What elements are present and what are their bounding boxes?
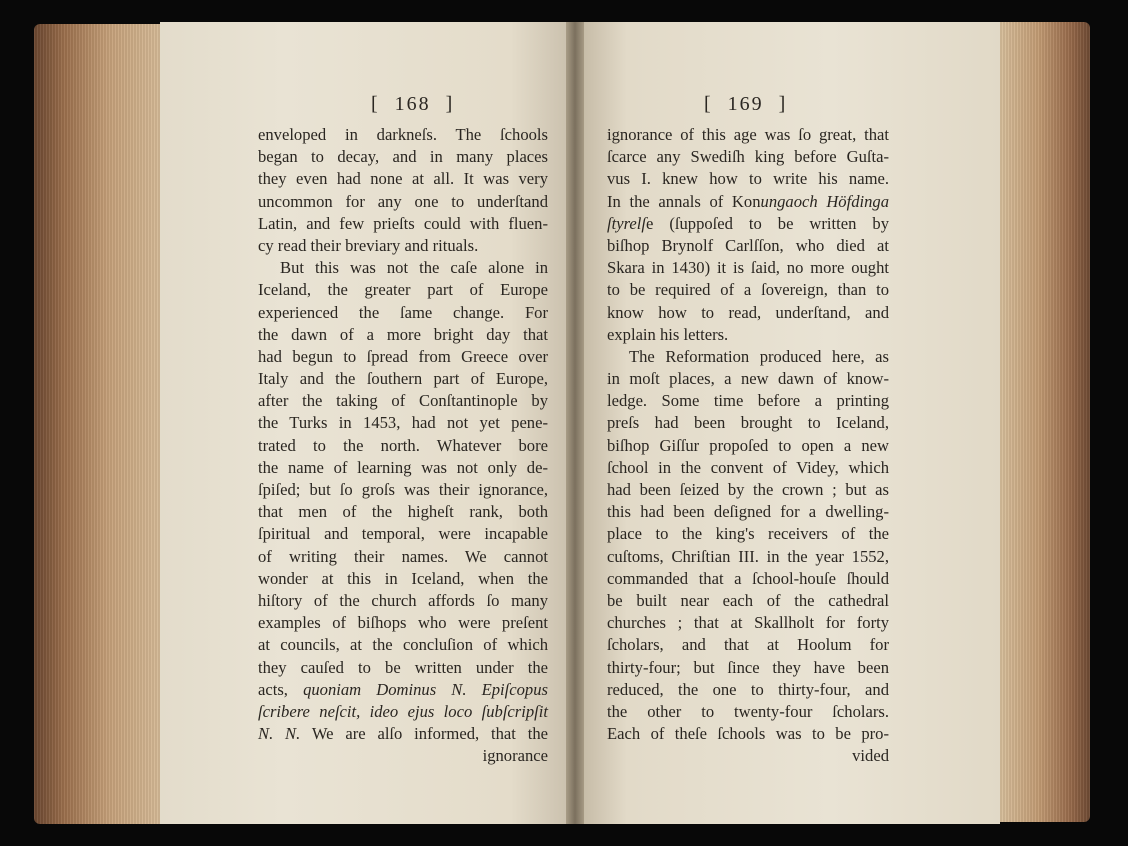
left-text-line: they even had none at all. It was very bbox=[258, 169, 548, 189]
left-text-line: But this was not the caſe alone in bbox=[280, 258, 548, 278]
left-text-line: that men of the higheſt rank, both bbox=[258, 502, 548, 522]
left-text-line: ſcribere neſcit, ideo ejus loco ſubſcripſit bbox=[258, 701, 548, 721]
right-text-line: had been ſeized by the crown ; but as bbox=[607, 480, 889, 499]
right-page-text bbox=[607, 124, 889, 767]
right-catchword: vided bbox=[852, 746, 889, 766]
left-text-line: examples of biſhops who were preſent bbox=[258, 613, 548, 633]
left-text-line: experienced the ſame change. For bbox=[258, 302, 548, 322]
right-text-line: The Reformation produced here, as bbox=[629, 346, 889, 366]
left-page-edges bbox=[34, 24, 170, 824]
right-text-line: ledge. Some time before a printing bbox=[607, 391, 889, 411]
right-text-line: ſchool in the convent of Videy, which bbox=[607, 457, 889, 477]
left-text-line: at councils, at the concluſion of which bbox=[258, 635, 548, 655]
left-text-line: the name of learning was not only de- bbox=[258, 457, 548, 477]
right-page-number: [ 169 ] bbox=[704, 93, 788, 115]
left-text-line: N. N. We are alſo informed, that the bbox=[258, 724, 548, 744]
left-text-line: the Turks in 1453, had not yet pene- bbox=[258, 413, 548, 433]
right-text-line: to be required of a ſovereign, than to bbox=[607, 280, 889, 300]
left-catchword: ignorance bbox=[482, 746, 548, 766]
left-text-line: ſpiritual and temporal, were incapable bbox=[258, 524, 548, 544]
right-text-line: this had been deſigned for a dwelling- bbox=[607, 502, 889, 522]
right-text-line: explain his letters. bbox=[607, 324, 729, 344]
left-text-line: trated to the north. Whatever bore bbox=[258, 435, 548, 455]
left-text-line: enveloped in darkneſs. The ſchools bbox=[258, 125, 548, 144]
right-text-line: Each of theſe ſchools was to be pro- bbox=[607, 724, 889, 744]
right-text-line: ſcholars, and that at Hoolum for bbox=[607, 635, 889, 655]
left-text-line: wonder at this in Iceland, when the bbox=[258, 568, 548, 588]
left-text-line: had begun to ſpread from Greece over bbox=[258, 346, 548, 366]
right-text-line: In the annals of Konungaoch Höfdinga bbox=[607, 191, 890, 211]
right-text-line: the other to twenty-four ſcholars. bbox=[607, 701, 889, 721]
left-text-line: they cauſed to be written under the bbox=[258, 657, 548, 677]
right-text-line: thirty-four; but ſince they have been bbox=[607, 657, 889, 677]
right-text-line: be built near each of the cathedral bbox=[607, 590, 889, 610]
left-text-line: began to decay, and in many places bbox=[258, 147, 548, 167]
right-text-line: churches ; that at Skallholt for forty bbox=[607, 613, 889, 633]
right-text-line: know how to read, underſtand, and bbox=[607, 302, 889, 322]
right-text-line: ſcarce any Swediſh king before Guſta- bbox=[607, 147, 889, 167]
right-text-line: ſtyrelſe (ſuppoſed to be written by bbox=[607, 213, 889, 233]
right-text-line: biſhop Giſſur propoſed to open a new bbox=[607, 435, 889, 455]
right-text-line: Skara in 1430) it is ſaid, no more ought bbox=[607, 258, 889, 278]
right-text-line: biſhop Brynolf Carlſſon, who died at bbox=[607, 235, 889, 255]
right-page-edges bbox=[996, 22, 1090, 822]
left-text-line: of writing their names. We cannot bbox=[258, 546, 548, 566]
right-text-line: preſs had been brought to Iceland, bbox=[607, 413, 889, 433]
left-text-line: ſpiſed; but ſo groſs was their ignorance, bbox=[258, 480, 548, 499]
left-page-text bbox=[258, 124, 548, 767]
right-text-line: in moſt places, a new dawn of know- bbox=[607, 369, 889, 389]
left-text-line: the dawn of a more bright day that bbox=[258, 324, 548, 344]
left-page-number: [ 168 ] bbox=[371, 93, 455, 115]
left-text-line: cy read their breviary and rituals. bbox=[258, 235, 479, 255]
right-text-line: cuſtoms, Chriſtian III. in the year 1552, bbox=[607, 546, 889, 566]
left-text-line: hiſtory of the church affords ſo many bbox=[258, 590, 548, 610]
left-text-line: Italy and the ſouthern part of Europe, bbox=[258, 369, 548, 389]
left-text-line: Iceland, the greater part of Europe bbox=[258, 280, 548, 300]
left-text-line: acts, quoniam Dominus N. Epiſcopus bbox=[258, 679, 548, 699]
right-text-line: place to the king's receivers of the bbox=[607, 524, 889, 544]
right-text-line: vus I. knew how to write his name. bbox=[607, 169, 889, 189]
right-text-line: commanded that a ſchool-houſe ſhould bbox=[607, 568, 889, 588]
left-text-line: Latin, and few prieſts could with fluen- bbox=[258, 213, 548, 233]
left-text-line: uncommon for any one to underſtand bbox=[258, 191, 548, 211]
right-text-line: ignorance of this age was ſo great, that bbox=[607, 125, 889, 144]
left-text-line: after the taking of Conſtantinople by bbox=[258, 391, 548, 411]
book-gutter bbox=[566, 22, 584, 824]
right-text-line: reduced, the one to thirty-four, and bbox=[607, 679, 889, 699]
